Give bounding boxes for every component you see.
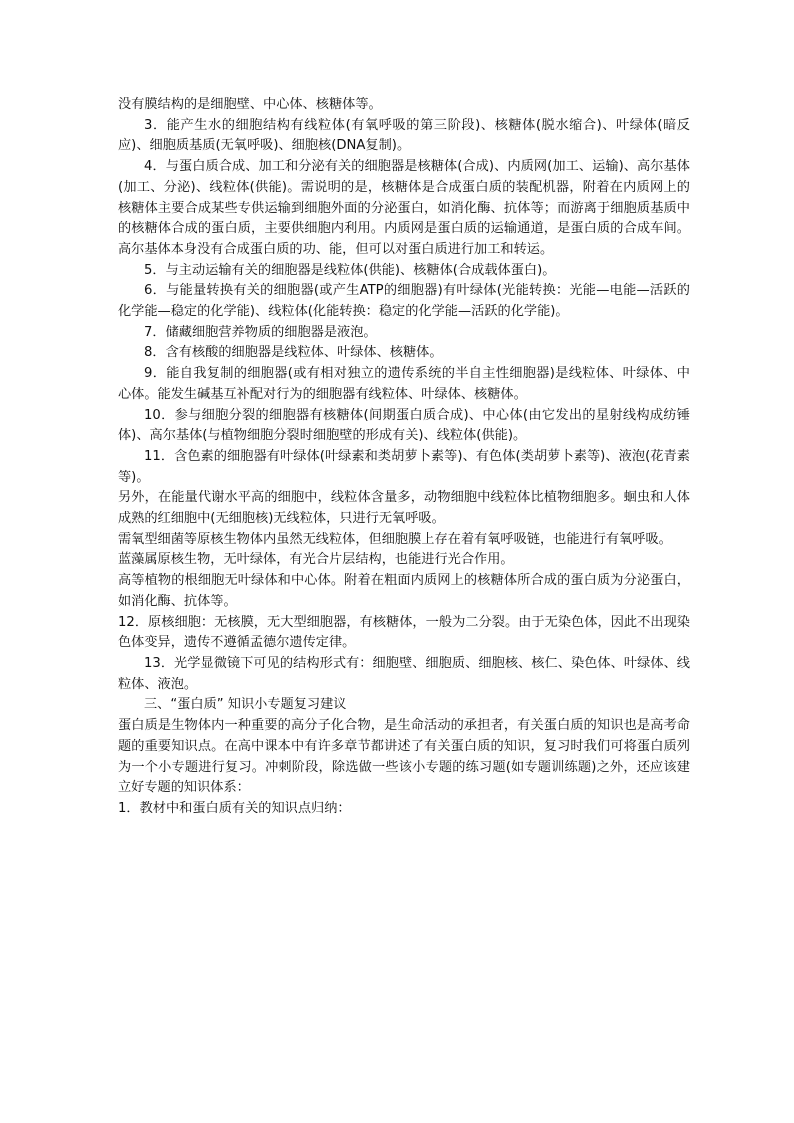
paragraph-7-storage: 7．储藏细胞营养物质的细胞器是液泡。 — [144, 324, 377, 340]
paragraph-mitochondria-note: 另外，在能量代谢水平高的细胞中，线粒体含量多，动物细胞中线粒体比植物细胞多。蛔虫和人体成熟的红细胞中(无细胞核)无线粒体，只进行无氧呼吸。 — [118, 490, 690, 527]
paragraph-9-self-replicating: 9．能自我复制的细胞器(或有相对独立的遗传系统的半自主性细胞器)是线粒体、叶绿体、中心体。能发生碱基互补配对行为的细胞器有线粒体、叶绿体、核糖体。 — [118, 366, 690, 402]
paragraph-4-protein-synthesis: 4．与蛋白质合成、加工和分泌有关的细胞器是核糖体(合成)、内质网(加工、运输)、高尔基体(加工、分泌)、线粒体(供能)。需说明的是，核糖体是合成蛋白质的装配机器，附着在内质网上的核糖体主要合成某些专供运输到细胞外面的分泌蛋白，如消化酶、抗体等；而游离于细胞质基质中的核糖体合成的蛋白质，主要供细胞内利用。内质网是蛋白质的运输通道，是蛋白质的合成车间。高尔基体本身没有合成蛋白质的功、能，但可以对蛋白质进行加工和转运。 — [118, 159, 690, 257]
paragraph-protein-intro: 蛋白质是生物体内一种重要的高分子化合物，是生命活动的承担者，有关蛋白质的知识也是高考命题的重要知识点。在高中课本中有许多章节都讲述了有关蛋白质的知识，复习时我们可将蛋白质列为一个小专题进行复习。冲刺阶段，除选做一些该小专题的练习题(如专题训练题)之外，还应该建立好专题的知识体系： — [118, 718, 690, 796]
paragraph-8-nucleic-acid: 8．含有核酸的细胞器是线粒体、叶绿体、核糖体。 — [144, 345, 443, 361]
paragraph-root-cells: 高等植物的根细胞无叶绿体和中心体。附着在粗面内质网上的核糖体所合成的蛋白质为分泌蛋白，如消化酶、抗体等。 — [118, 573, 690, 609]
paragraph-11-pigments: 11．含色素的细胞器有叶绿体(叶绿素和类胡萝卜素等)、有色体(类胡萝卜素等)、液泡(花青素等)。 — [118, 448, 690, 485]
document-body — [118, 95, 690, 820]
paragraph-10-cell-division: 10．参与细胞分裂的细胞器有核糖体(间期蛋白质合成)、中心体(由它发出的星射线构成纺锤体)、高尔基体(与植物细胞分裂时细胞壁的形成有关)、线粒体(供能)。 — [118, 407, 690, 444]
paragraph-5-active-transport: 5．与主动运输有关的细胞器是线粒体(供能)、核糖体(合成载体蛋白)。 — [144, 262, 556, 278]
paragraph-aerobic-bacteria: 需氧型细菌等原核生物体内虽然无线粒体，但细胞膜上存在着有氧呼吸链，也能进行有氧呼吸。 — [118, 531, 672, 547]
paragraph-cyanobacteria: 蓝藻属原核生物，无叶绿体，有光合片层结构，也能进行光合作用。 — [118, 552, 514, 568]
paragraph-13-light-microscope: 13．光学显微镜下可见的结构形式有：细胞壁、细胞质、细胞核、核仁、染色体、叶绿体、线粒体、液泡。 — [118, 655, 690, 692]
paragraph-3-water-producing: 3．能产生水的细胞结构有线粒体(有氧呼吸的第三阶段)、核糖体(脱水缩合)、叶绿体(暗反应)、细胞质基质(无氧呼吸)、细胞核(DNA复制)。 — [118, 117, 690, 154]
paragraph-6-energy-conversion: 6．与能量转换有关的细胞器(或产生ATP的细胞器)有叶绿体(光能转换：光能—电能—活跃的化学能—稳定的化学能)、线粒体(化能转换：稳定的化学能—活跃的化学能)。 — [118, 283, 690, 320]
paragraph-textbook-summary: 1．教材中和蛋白质有关的知识点归纳： — [118, 800, 351, 816]
section-heading-protein: 三、“蛋白质” 知识小专题复习建议 — [144, 697, 347, 713]
paragraph-membrane-free: 没有膜结构的是细胞壁、中心体、核糖体等。 — [118, 97, 382, 112]
paragraph-12-prokaryotes: 12．原核细胞：无核膜，无大型细胞器，有核糖体，一般为二分裂。由于无染色体，因此不出现染色体变异，遗传不遵循孟德尔遗传定律。 — [118, 614, 690, 651]
